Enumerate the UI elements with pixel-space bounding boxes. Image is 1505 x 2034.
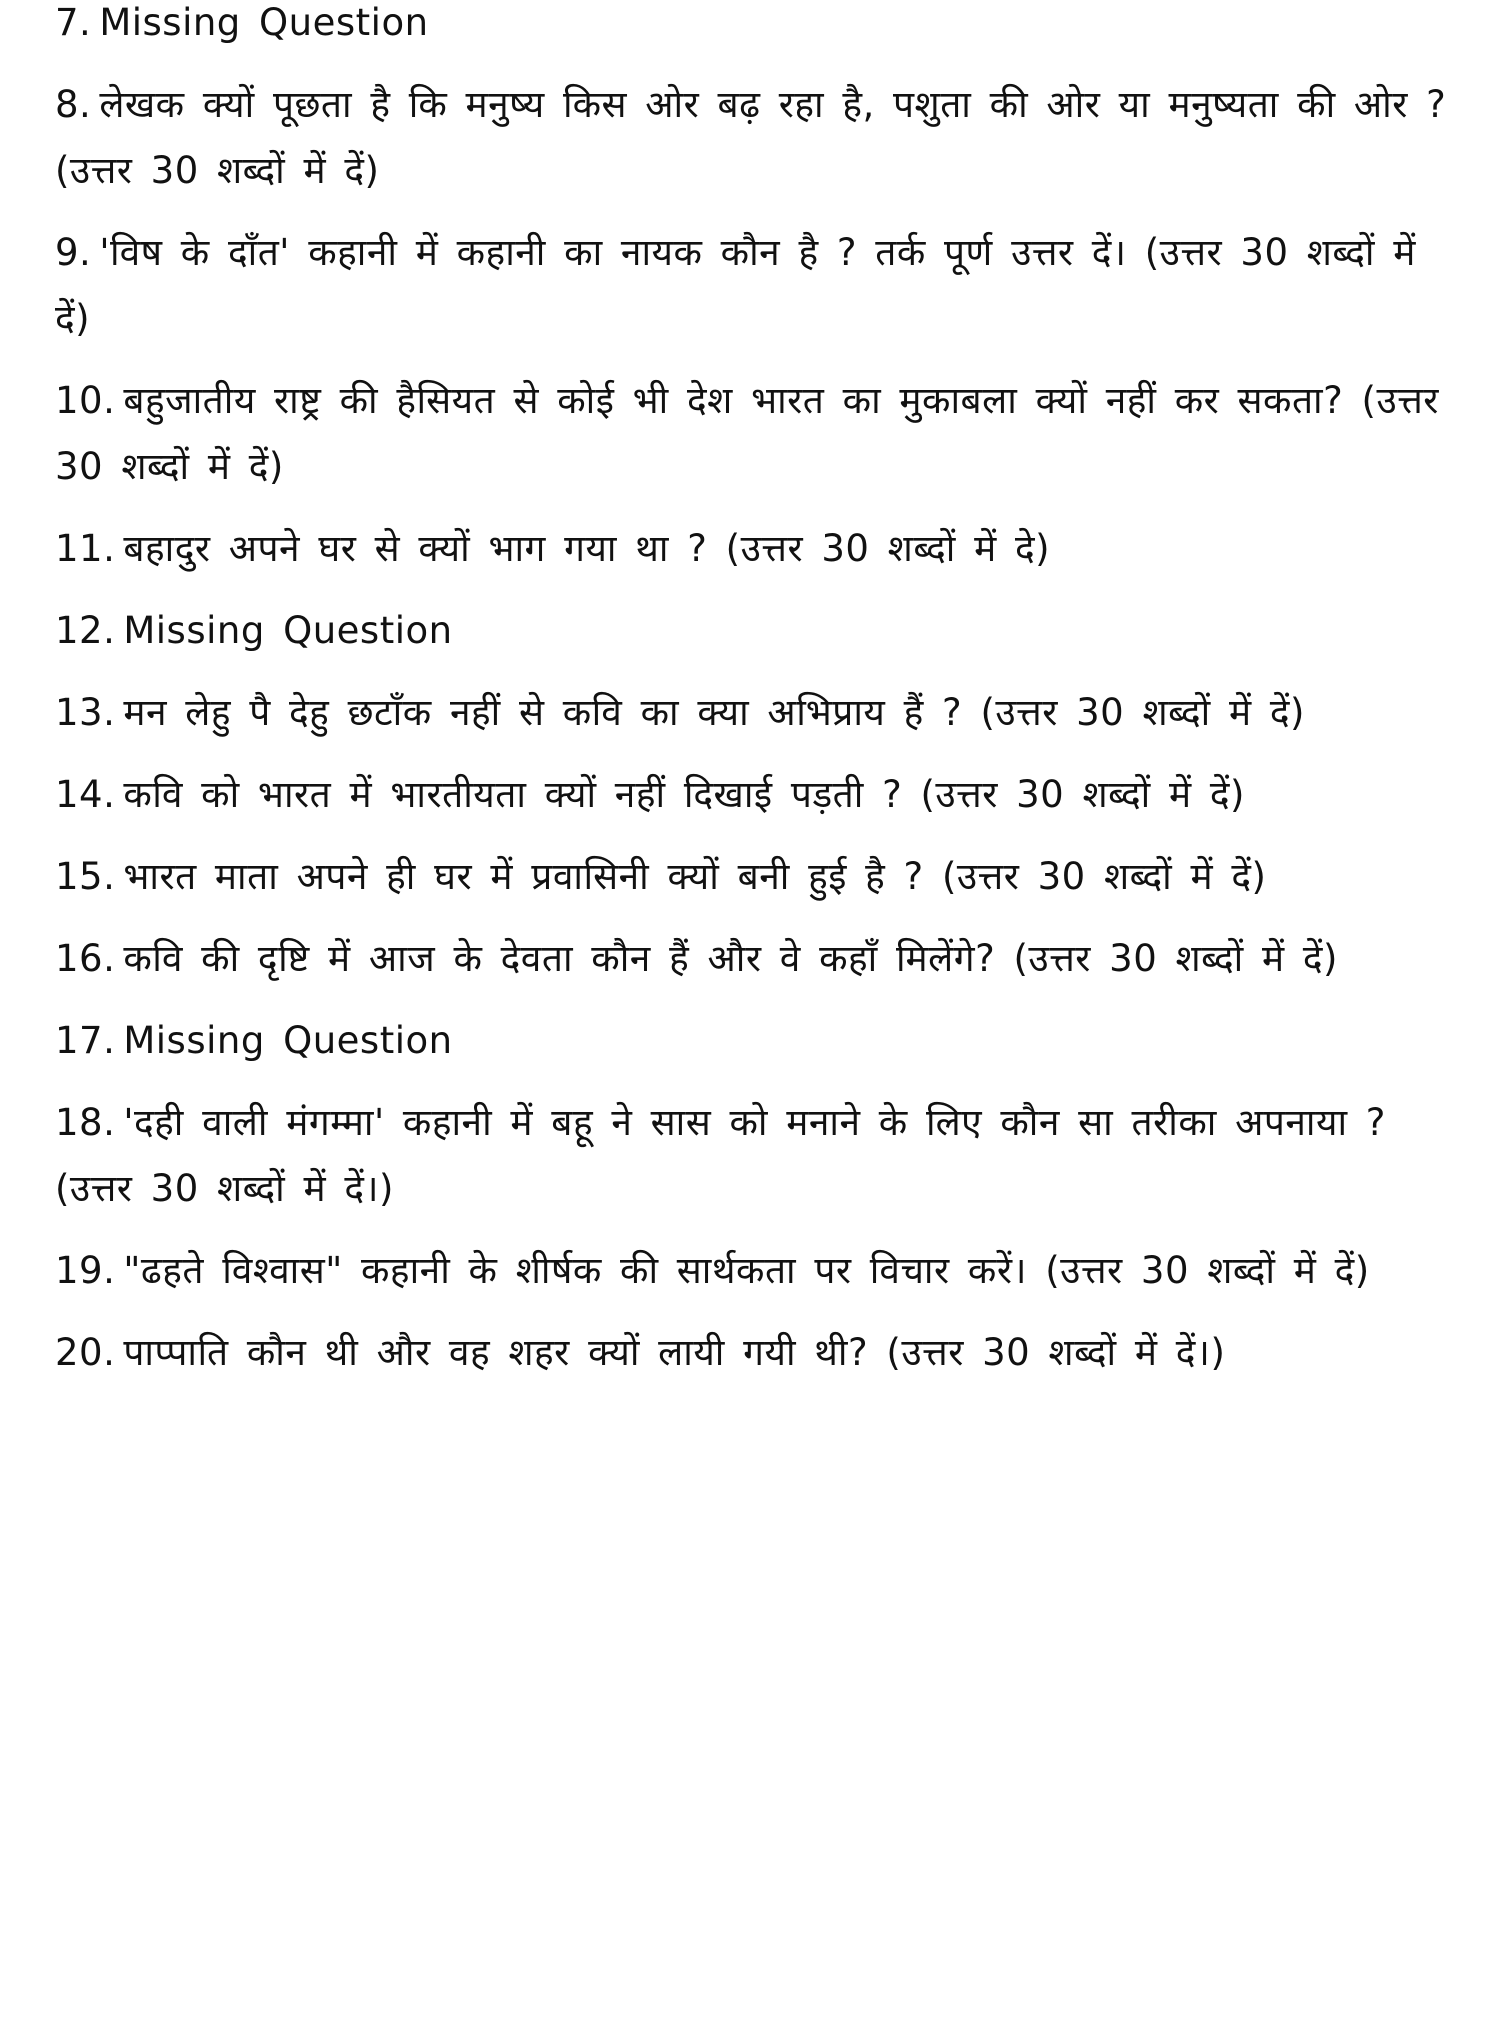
question-text: बहादुर अपने घर से क्यों भाग गया था ? (उत्तर 30 शब्दों में दे) [123,527,1051,570]
question-item-19 [55,1238,1455,1304]
question-item-16 [55,926,1455,992]
question-text: 'विष के दाँत' कहानी में कहानी का नायक कौन है ? तर्क पूर्ण उत्तर दें। (उत्तर 30 शब्दों में दें) [55,231,1416,340]
question-item-10 [55,368,1455,500]
question-text: Missing Question [99,1,429,44]
question-text: बहुजातीय राष्ट्र की हैसियत से कोई भी देश भारत का मुकाबला क्यों नहीं कर सकता? (उत्तर 30 शब्दों में दें) [55,379,1439,488]
question-number: 19. [55,1249,116,1292]
question-item-9 [55,220,1455,352]
question-item-18 [55,1090,1455,1222]
question-list [55,0,1455,1402]
question-number: 20. [55,1331,116,1374]
question-item-12 [55,598,1455,664]
question-text: "ढहते विश्वास" कहानी के शीर्षक की सार्थकता पर विचार करें। (उत्तर 30 शब्दों में दें) [123,1249,1370,1292]
question-item-8 [55,72,1455,204]
question-number: 18. [55,1101,116,1144]
question-item-20 [55,1320,1455,1386]
question-number: 10. [55,379,116,422]
question-number: 14. [55,773,116,816]
question-text: मन लेहु पै देहु छटाँक नहीं से कवि का क्या अभिप्राय हैं ? (उत्तर 30 शब्दों में दें) [123,691,1305,734]
question-text: कवि को भारत में भारतीयता क्यों नहीं दिखाई पड़ती ? (उत्तर 30 शब्दों में दें) [123,773,1245,816]
question-number: 8. [55,83,92,126]
question-item-17 [55,1008,1455,1074]
question-number: 11. [55,527,116,570]
question-number: 17. [55,1019,116,1062]
question-text: 'दही वाली मंगम्मा' कहानी में बहू ने सास को मनाने के लिए कौन सा तरीका अपनाया ? (उत्तर 30 शब्दों में दें।) [55,1101,1386,1210]
question-item-13 [55,680,1455,746]
question-item-15 [55,844,1455,910]
question-item-11 [55,516,1455,582]
question-number: 12. [55,609,116,652]
question-item-14 [55,762,1455,828]
question-number: 9. [55,231,92,274]
question-text: लेखक क्यों पूछता है कि मनुष्य किस ओर बढ़ रहा है, पशुता की ओर या मनुष्यता की ओर ? (उत्तर 30 शब्दों में दें) [55,83,1447,192]
question-number: 15. [55,855,116,898]
question-number: 13. [55,691,116,734]
question-text: भारत माता अपने ही घर में प्रवासिनी क्यों बनी हुई है ? (उत्तर 30 शब्दों में दें) [123,855,1267,898]
question-text: Missing Question [123,609,453,652]
question-text: कवि की दृष्टि में आज के देवता कौन हैं और वे कहाँ मिलेंगे? (उत्तर 30 शब्दों में दें) [123,937,1338,980]
question-number: 7. [55,1,92,44]
question-item-7 [55,0,1455,56]
question-text: Missing Question [123,1019,453,1062]
question-number: 16. [55,937,116,980]
question-text: पाप्पाति कौन थी और वह शहर क्यों लायी गयी थी? (उत्तर 30 शब्दों में दें।) [123,1331,1226,1374]
